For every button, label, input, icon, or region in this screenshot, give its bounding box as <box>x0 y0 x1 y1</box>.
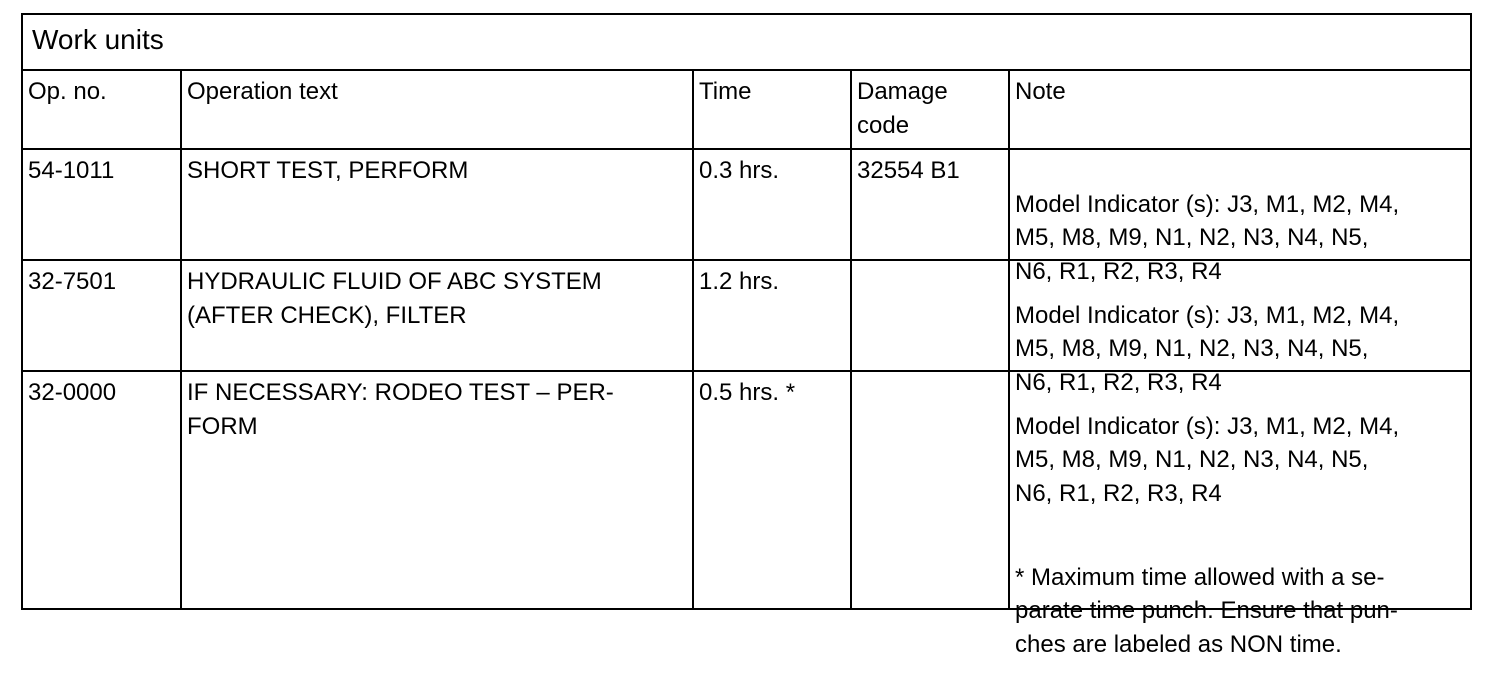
op-no-cell: 32-7501 <box>28 268 117 295</box>
note-cell <box>1008 150 1470 285</box>
operation-text-cell: HYDRAULIC FLUID OF ABC SYSTEM (AFTER CHECK), FILTER <box>180 261 692 370</box>
header-damage-code: Damage code <box>850 71 1008 148</box>
table-row <box>23 372 1470 658</box>
header-op-no: Op. no. <box>28 78 107 105</box>
damage-code-cell <box>850 372 1008 608</box>
header-operation-text: Operation text <box>180 71 692 148</box>
note-text: Model Indicator (s): J3, M1, M2, M4, M5, M8, M9, N1, N2, N3, N4, N5, N6, R1, R2, R3, R4 <box>1015 190 1400 285</box>
note-text: Model Indicator (s): J3, M1, M2, M4, M5, M8, M9, N1, N2, N3, N4, N5, N6, R1, R2, R3, R4 <box>1015 301 1400 396</box>
operation-text-cell: SHORT TEST, PERFORM <box>180 150 692 259</box>
table-header-row <box>23 71 1470 150</box>
footnote-text: * Maximum time allowed with a se- parate time punch. Ensure that pun- ches are labeled as NON time. <box>1015 563 1398 658</box>
header-time: Time <box>692 71 850 148</box>
work-units-table <box>21 13 1472 658</box>
damage-code-cell: 32554 B1 <box>850 150 1008 259</box>
damage-code-cell <box>850 261 1008 370</box>
time-cell: 0.3 hrs. <box>692 150 850 259</box>
op-no-cell: 32-0000 <box>28 379 117 406</box>
header-note: Note <box>1008 71 1470 148</box>
table-caption: Work units <box>23 15 1470 71</box>
op-no-cell: 54-1011 <box>28 157 115 184</box>
note-cell <box>1008 261 1470 396</box>
note-text: Model Indicator (s): J3, M1, M2, M4, M5, M8, M9, N1, N2, N3, N4, N5, N6, R1, R2, R3, R4 <box>1015 412 1400 507</box>
operation-text-cell: IF NECESSARY: RODEO TEST – PER- FORM <box>180 372 692 608</box>
note-cell <box>1008 372 1470 658</box>
time-cell: 0.5 hrs. * <box>692 372 850 608</box>
time-cell: 1.2 hrs. <box>692 261 850 370</box>
